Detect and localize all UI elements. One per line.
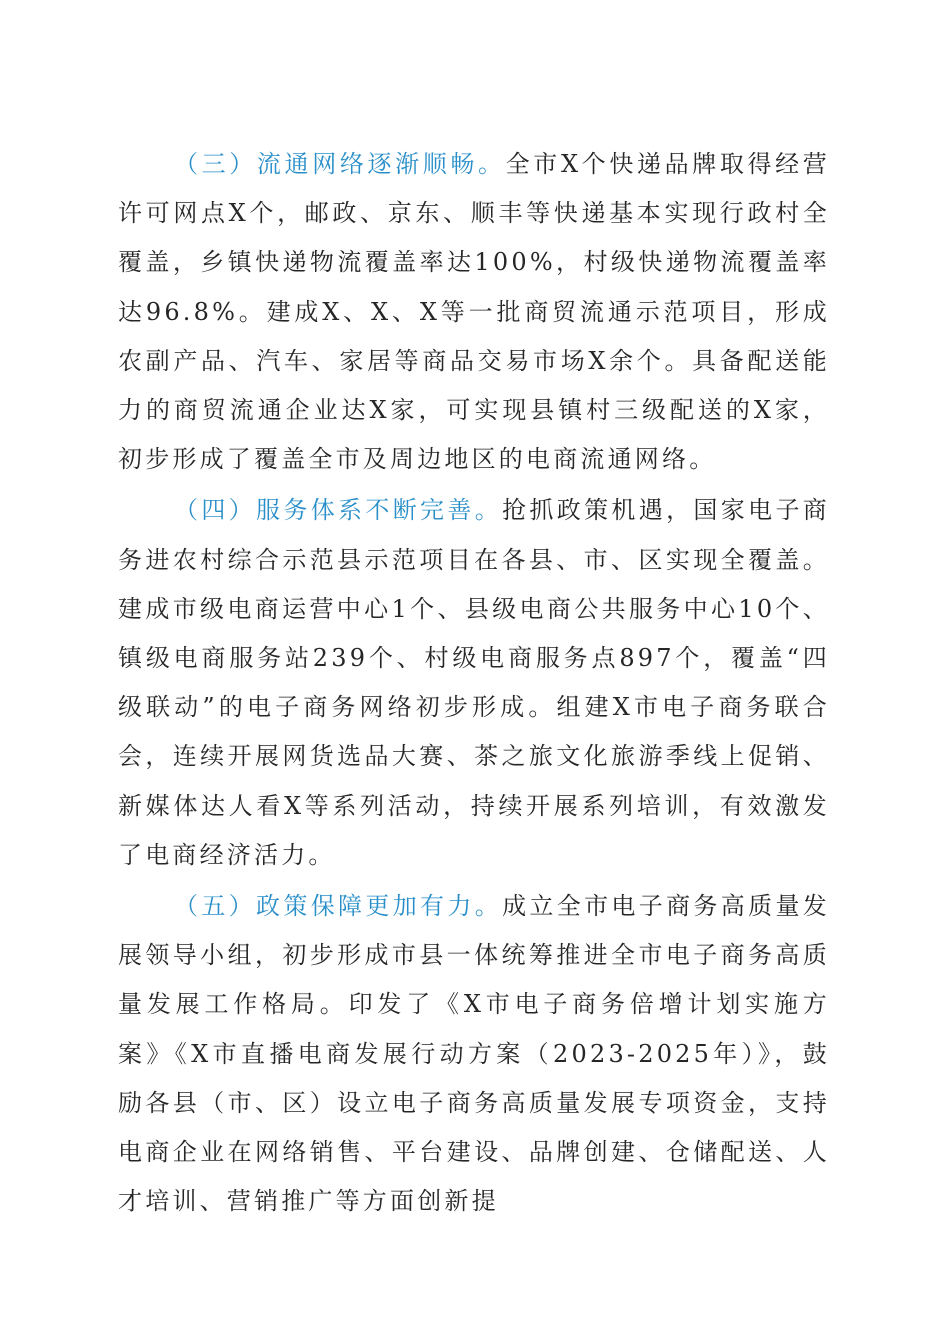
paragraph-policy-support: [118, 882, 830, 1226]
paragraph-service-system: [118, 486, 830, 880]
document-body: [118, 140, 830, 1228]
paragraph-heading: （五）政策保障更加有力。: [174, 892, 503, 921]
paragraph-heading: （三）流通网络逐渐顺畅。: [174, 150, 506, 178]
paragraph-text: 成立全市电子商务高质量发展领导小组，初步形成市县一体统筹推进全市电子商务高质量发展工作格局。印发了《X市电子商务倍增计划实施方案》《X市直播电商发展行动方案（2023-2025年）》，鼓励各县（市、区）设立电子商务高质量发展专项资金，支持电商企业在网络销售、平台建设、品牌创建、仓储配送、人才培训、营销推广等方面创新提: [118, 892, 830, 1216]
paragraph-text: 抢抓政策机遇，国家电子商务进农村综合示范县示范项目在各县、市、区实现全覆盖。建成市级电商运营中心1个、县级电商公共服务中心10个、镇级电商服务站239个、村级电商服务点897个，覆盖“四级联动”的电子商务网络初步形成。组建X市电子商务联合会，连续开展网货选品大赛、茶之旅文化旅游季线上促销、新媒体达人看X等系列活动，持续开展系列培训，有效激发了电商经济活力。: [118, 496, 830, 869]
paragraph-logistics-network: [118, 140, 830, 484]
paragraph-heading: （四）服务体系不断完善。: [174, 496, 503, 525]
paragraph-text: 全市X个快递品牌取得经营许可网点X个，邮政、京东、顺丰等快递基本实现行政村全覆盖，乡镇快递物流覆盖率达100%，村级快递物流覆盖率达96.8%。建成X、X、X等一批商贸流通示范项目，形成农副产品、汽车、家居等商品交易市场X余个。具备配送能力的商贸流通企业达X家，可实现县镇村三级配送的X家，初步形成了覆盖全市及周边地区的电商流通网络。: [118, 150, 830, 474]
